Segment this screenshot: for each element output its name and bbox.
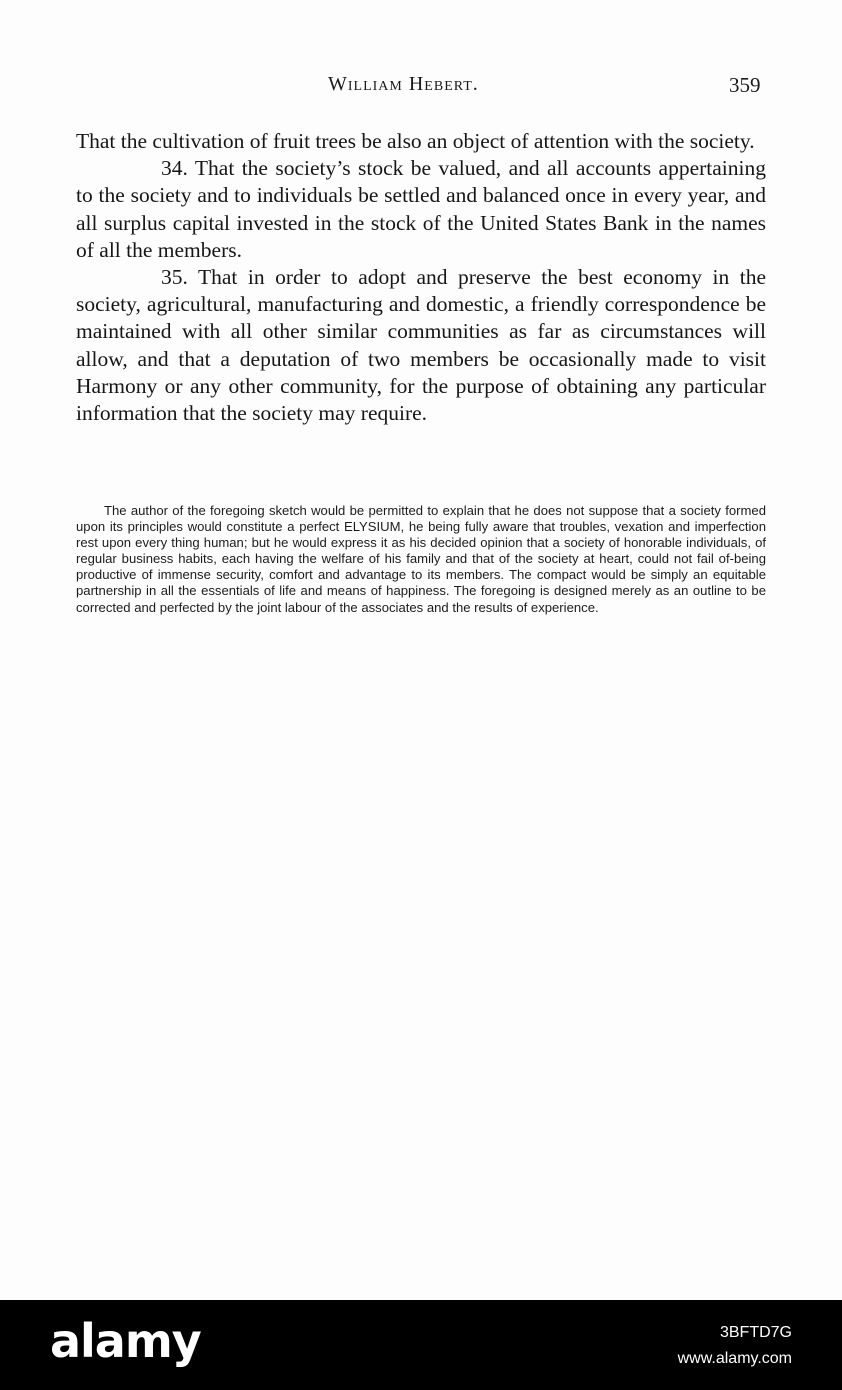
- body-text: [76, 128, 766, 427]
- image-id-label: 3BFTD7G: [719, 1324, 792, 1341]
- paragraph-34: 34. That the society’s stock be valued, and all accounts appertaining to the society and to individuals be settled and balanced once in every year, and all surplus capital invested in the stock of the United States Bank in the names of all the members.: [76, 156, 766, 262]
- running-title: William Hebert.: [328, 73, 479, 95]
- watermark-bar: [0, 1300, 842, 1390]
- page-number: 359: [729, 73, 761, 97]
- paragraph-35: 35. That in order to adopt and preserve the best economy in the society, agricultural, manufacturing and domestic, a friendly correspondence be maintained with all other similar communities as far as circumstances will allow, and that a deputation of two members be occasionally made to visit Harmony or any other community, for the purpose of obtaining any particular information that the society may require.: [76, 265, 766, 426]
- author-footnote: The author of the foregoing sketch would be permitted to explain that he does not suppose that a society formed upon its principles would constitute a perfect ELYSIUM, he being fully aware that troubles, vexation and imperfection rest upon every thing human; but he would express it as his decided opinion that a society of honorable individuals, of regular business habits, each having the welfare of his family and that of the society at heart, could not fail of-being productive of immense security, comfort and advantage to its members. The compact would be simply an equitable partnership in all the essentials of life and means of happiness. The foregoing is designed merely as an outline to be corrected and perfected by the joint labour of the associates and the results of experience.: [76, 503, 766, 615]
- alamy-logo: alamy: [50, 1314, 201, 1368]
- paragraph-fruit-trees: That the cultivation of fruit trees be also an object of attention with the society.: [76, 129, 755, 153]
- watermark-url: www.alamy.com: [677, 1350, 792, 1367]
- running-head: [0, 73, 842, 103]
